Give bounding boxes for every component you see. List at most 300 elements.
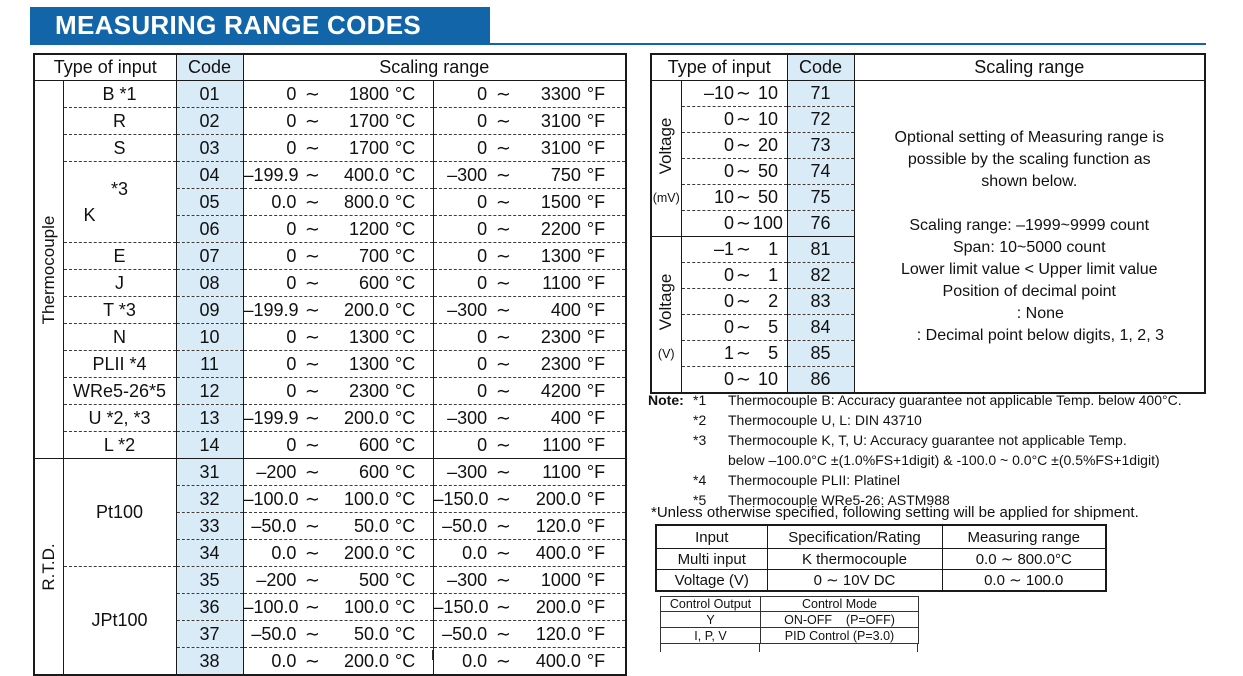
range-unit: °F bbox=[586, 110, 606, 131]
shipment-setting-table bbox=[655, 524, 1107, 592]
fahrenheit-range-cell bbox=[433, 378, 626, 405]
scaling-note-line: shown below. bbox=[981, 172, 1078, 190]
range-low: –199.9 bbox=[243, 407, 299, 428]
control-output-table bbox=[660, 596, 919, 644]
note-marker: *3 bbox=[693, 432, 707, 448]
voltage-range-cell bbox=[681, 237, 787, 263]
range-high: 100 bbox=[752, 213, 783, 233]
celsius-range-cell bbox=[243, 216, 433, 243]
note-item bbox=[648, 430, 1243, 470]
range-value bbox=[682, 159, 787, 184]
range-unit: °F bbox=[586, 623, 606, 644]
input-type-cell bbox=[63, 297, 176, 324]
scaling-note-line bbox=[855, 193, 1205, 215]
range-high: 600 bbox=[358, 272, 389, 293]
col-header-type-of-input: Type of input bbox=[34, 54, 176, 81]
range-high: 4200 bbox=[540, 380, 581, 401]
fahrenheit-range-cell bbox=[433, 189, 626, 216]
tilde: ∼ bbox=[735, 369, 751, 389]
column-header: Control Output bbox=[661, 597, 761, 612]
type-label: J bbox=[115, 272, 124, 293]
note-text: Thermocouple K, T, U: Accuracy guarantee not applicable Temp. bbox=[728, 432, 1127, 448]
range-value bbox=[244, 243, 433, 269]
fahrenheit-range-cell bbox=[433, 621, 626, 648]
range-value bbox=[244, 621, 433, 647]
range-low: 0 bbox=[286, 272, 297, 293]
code-cell: 13 bbox=[176, 405, 243, 432]
code-cell: 38 bbox=[176, 648, 243, 676]
tilde: ∼ bbox=[304, 407, 321, 428]
tilde: ∼ bbox=[495, 83, 511, 104]
code-cell: 34 bbox=[176, 540, 243, 567]
table-edge-stub bbox=[660, 643, 661, 652]
code-cell: 03 bbox=[176, 135, 243, 162]
range-unit: °C bbox=[395, 407, 416, 428]
tilde: ∼ bbox=[495, 434, 511, 455]
range-high: 50 bbox=[758, 187, 779, 207]
tilde: ∼ bbox=[495, 623, 511, 644]
tilde: ∼ bbox=[735, 109, 751, 129]
note-text: Thermocouple U, L: DIN 43710 bbox=[728, 412, 922, 428]
range-unit: °F bbox=[586, 353, 606, 374]
range-low: –100.0 bbox=[243, 488, 299, 509]
note-text: Thermocouple WRe5-26: ASTM988 bbox=[728, 492, 950, 508]
type-label: WRe5-26*5 bbox=[72, 380, 167, 401]
fahrenheit-range-cell bbox=[433, 567, 626, 594]
range-value bbox=[244, 135, 433, 161]
note-text: Thermocouple PLII: Platinel bbox=[728, 472, 900, 488]
celsius-range-cell bbox=[243, 648, 433, 676]
table-cell: Y bbox=[661, 612, 761, 628]
range-high: 200.0 bbox=[535, 488, 581, 509]
header-row bbox=[34, 54, 626, 81]
range-low: 0 bbox=[286, 434, 297, 455]
code-cell: 08 bbox=[176, 270, 243, 297]
input-type-cell bbox=[63, 108, 176, 135]
measuring-range-table-right bbox=[650, 53, 1206, 394]
input-type-cell bbox=[63, 243, 176, 270]
notes-items bbox=[648, 390, 1243, 510]
range-unit: °C bbox=[395, 515, 416, 536]
range-row bbox=[34, 243, 626, 270]
range-low: –1 bbox=[713, 239, 734, 259]
range-low: 0 bbox=[477, 326, 488, 347]
range-unit: °F bbox=[586, 272, 606, 293]
range-low: 0 bbox=[286, 380, 297, 401]
range-low: 0 bbox=[723, 317, 734, 337]
tilde: ∼ bbox=[304, 137, 321, 158]
range-row bbox=[34, 351, 626, 378]
column-header: Measuring range bbox=[942, 525, 1106, 549]
voltage-range-row bbox=[651, 81, 1205, 107]
code-cell: 72 bbox=[787, 107, 854, 133]
table-cell: PID Control (P=3.0) bbox=[761, 628, 919, 644]
tilde: ∼ bbox=[735, 161, 751, 181]
fahrenheit-range-cell bbox=[433, 648, 626, 676]
code-cell: 75 bbox=[787, 185, 854, 211]
range-value bbox=[434, 351, 626, 377]
range-unit: °F bbox=[586, 650, 606, 671]
scaling-note-cell bbox=[854, 81, 1205, 394]
range-unit: °C bbox=[395, 434, 416, 455]
range-high: 1500 bbox=[540, 191, 581, 212]
type-label: B *1 bbox=[102, 83, 137, 104]
range-low: –200 bbox=[256, 569, 297, 590]
page-title-bar bbox=[30, 7, 490, 44]
tilde: ∼ bbox=[495, 461, 511, 482]
fahrenheit-range-cell bbox=[433, 351, 626, 378]
range-low: 0 bbox=[477, 434, 488, 455]
range-row bbox=[34, 378, 626, 405]
input-type-cell bbox=[63, 270, 176, 297]
range-high: 50 bbox=[758, 161, 779, 181]
range-unit: °C bbox=[395, 164, 416, 185]
range-value bbox=[682, 315, 787, 340]
range-value bbox=[434, 324, 626, 350]
range-unit: °F bbox=[586, 137, 606, 158]
note-text: Thermocouple B: Accuracy guarantee not applicable Temp. below 400°C. bbox=[728, 392, 1182, 408]
celsius-range-cell bbox=[243, 351, 433, 378]
scaling-note-line: Optional setting of Measuring range is bbox=[894, 128, 1164, 146]
fahrenheit-range-cell bbox=[433, 81, 626, 108]
tilde: ∼ bbox=[304, 326, 321, 347]
range-low: 0 bbox=[477, 83, 488, 104]
range-low: 1 bbox=[723, 343, 734, 363]
title-underline bbox=[30, 43, 1206, 45]
range-low: –10 bbox=[703, 83, 734, 103]
voltage-range-cell bbox=[681, 211, 787, 237]
input-group-label: Voltage bbox=[656, 273, 676, 331]
table-edge-stub bbox=[432, 650, 433, 660]
range-low: 0 bbox=[477, 218, 488, 239]
celsius-range-cell bbox=[243, 378, 433, 405]
code-cell: 12 bbox=[176, 378, 243, 405]
range-unit: °C bbox=[395, 218, 416, 239]
shipment-table bbox=[655, 524, 1107, 592]
table-row bbox=[661, 628, 919, 644]
range-low: –150.0 bbox=[433, 488, 489, 509]
range-unit: °F bbox=[586, 434, 606, 455]
range-unit: °C bbox=[395, 569, 416, 590]
range-low: 0 bbox=[286, 326, 297, 347]
code-cell: 05 bbox=[176, 189, 243, 216]
range-high: 10 bbox=[758, 83, 779, 103]
tilde: ∼ bbox=[495, 218, 511, 239]
range-value bbox=[244, 459, 433, 485]
range-high: 200.0 bbox=[343, 407, 389, 428]
range-high: 400 bbox=[550, 299, 581, 320]
range-low: –300 bbox=[447, 569, 488, 590]
celsius-range-cell bbox=[243, 540, 433, 567]
range-value bbox=[244, 486, 433, 512]
type-label: K bbox=[83, 205, 96, 225]
range-value bbox=[434, 486, 626, 512]
type-label: JPt100 bbox=[91, 610, 148, 630]
fahrenheit-range-cell bbox=[433, 216, 626, 243]
range-row bbox=[34, 81, 626, 108]
celsius-range-cell bbox=[243, 405, 433, 432]
range-low: –100.0 bbox=[243, 596, 299, 617]
col-header-scaling-range: Scaling range bbox=[243, 54, 626, 81]
tilde: ∼ bbox=[735, 317, 751, 337]
range-value bbox=[244, 216, 433, 242]
range-value bbox=[434, 648, 626, 674]
range-value bbox=[682, 367, 787, 392]
celsius-range-cell bbox=[243, 567, 433, 594]
range-high: 1300 bbox=[540, 245, 581, 266]
tilde: ∼ bbox=[495, 326, 511, 347]
range-row bbox=[34, 432, 626, 459]
range-high: 1700 bbox=[348, 137, 389, 158]
tilde: ∼ bbox=[735, 135, 751, 155]
celsius-range-cell bbox=[243, 621, 433, 648]
col-header-scaling-range: Scaling range bbox=[854, 54, 1205, 81]
tilde: ∼ bbox=[304, 623, 321, 644]
range-low: 0 bbox=[723, 265, 734, 285]
range-row bbox=[34, 270, 626, 297]
range-high: 2300 bbox=[540, 353, 581, 374]
input-type-cell bbox=[63, 432, 176, 459]
range-high: 1 bbox=[768, 239, 779, 259]
code-cell: 14 bbox=[176, 432, 243, 459]
input-type-cell bbox=[63, 378, 176, 405]
voltage-range-cell bbox=[681, 185, 787, 211]
range-value bbox=[244, 432, 433, 458]
range-value bbox=[434, 513, 626, 539]
shipment-intro-text: *Unless otherwise specified, following setting will be applied for shipment. bbox=[651, 504, 1139, 521]
range-value bbox=[434, 189, 626, 215]
range-unit: °C bbox=[395, 110, 416, 131]
range-high: 2200 bbox=[540, 218, 581, 239]
voltage-range-cell bbox=[681, 81, 787, 107]
input-group-unit: (mV) bbox=[652, 191, 680, 205]
range-unit: °C bbox=[395, 353, 416, 374]
range-unit: °F bbox=[586, 542, 606, 563]
range-high: 5 bbox=[768, 317, 779, 337]
input-group-cell bbox=[651, 237, 681, 394]
type-label: R bbox=[113, 110, 126, 131]
range-value bbox=[244, 378, 433, 404]
celsius-range-cell bbox=[243, 297, 433, 324]
column-header: Input bbox=[656, 525, 767, 549]
code-cell: 83 bbox=[787, 289, 854, 315]
range-unit: °C bbox=[395, 596, 416, 617]
range-low: 0.0 bbox=[271, 542, 297, 563]
code-cell: 01 bbox=[176, 81, 243, 108]
range-value bbox=[244, 513, 433, 539]
tilde: ∼ bbox=[304, 461, 321, 482]
range-high: 1000 bbox=[540, 569, 581, 590]
note-marker: *5 bbox=[693, 492, 707, 508]
scaling-note-line: Position of decimal point bbox=[942, 282, 1116, 300]
code-cell: 06 bbox=[176, 216, 243, 243]
tilde: ∼ bbox=[495, 137, 511, 158]
range-value bbox=[244, 189, 433, 215]
range-row bbox=[34, 162, 626, 189]
header-row bbox=[656, 525, 1106, 549]
range-unit: °F bbox=[586, 164, 606, 185]
range-high: 600 bbox=[358, 461, 389, 482]
header-row bbox=[661, 597, 919, 612]
range-high: 10 bbox=[758, 109, 779, 129]
input-group-cell bbox=[34, 81, 63, 459]
fahrenheit-range-cell bbox=[433, 432, 626, 459]
range-unit: °F bbox=[586, 488, 606, 509]
range-unit: °C bbox=[395, 245, 416, 266]
range-high: 400 bbox=[550, 407, 581, 428]
range-high: 100.0 bbox=[343, 596, 389, 617]
input-type-cell bbox=[63, 135, 176, 162]
range-value bbox=[682, 107, 787, 132]
range-low: 0.0 bbox=[271, 650, 297, 671]
type-label: S bbox=[113, 137, 126, 158]
voltage-range-cell bbox=[681, 315, 787, 341]
range-unit: °C bbox=[395, 623, 416, 644]
celsius-range-cell bbox=[243, 189, 433, 216]
range-high: 750 bbox=[550, 164, 581, 185]
tilde: ∼ bbox=[304, 164, 321, 185]
note-marker: *4 bbox=[693, 472, 707, 488]
range-unit: °F bbox=[586, 596, 606, 617]
fahrenheit-range-cell bbox=[433, 297, 626, 324]
range-high: 50.0 bbox=[353, 623, 389, 644]
code-cell: 85 bbox=[787, 341, 854, 367]
tilde: ∼ bbox=[304, 83, 321, 104]
tilde: ∼ bbox=[304, 110, 321, 131]
range-value bbox=[434, 621, 626, 647]
range-high: 200.0 bbox=[343, 542, 389, 563]
celsius-range-cell bbox=[243, 243, 433, 270]
type-label: U *2, *3 bbox=[88, 407, 151, 428]
celsius-range-cell bbox=[243, 135, 433, 162]
range-high: 3100 bbox=[540, 137, 581, 158]
range-high: 200.0 bbox=[343, 299, 389, 320]
range-value bbox=[434, 108, 626, 134]
table-cell: 0.0 ∼ 800.0°C bbox=[942, 549, 1106, 570]
table-cell: 0.0 ∼ 100.0 bbox=[942, 570, 1106, 592]
scaling-note-line: : None bbox=[994, 304, 1064, 322]
input-type-cell bbox=[63, 351, 176, 378]
range-row bbox=[34, 405, 626, 432]
tilde: ∼ bbox=[304, 569, 321, 590]
tilde: ∼ bbox=[304, 272, 321, 293]
range-unit: °C bbox=[395, 137, 416, 158]
notes-label: Note: bbox=[648, 392, 684, 408]
range-low: –300 bbox=[447, 461, 488, 482]
range-high: 5 bbox=[768, 343, 779, 363]
range-high: 400.0 bbox=[535, 542, 581, 563]
type-label: T *3 bbox=[103, 299, 136, 320]
input-type-cell bbox=[63, 324, 176, 351]
range-value bbox=[682, 211, 787, 236]
input-type-cell bbox=[63, 567, 176, 676]
range-value bbox=[244, 162, 433, 188]
input-group-unit: (V) bbox=[657, 347, 675, 361]
celsius-range-cell bbox=[243, 162, 433, 189]
type-label: L *2 bbox=[103, 434, 136, 455]
range-unit: °F bbox=[586, 407, 606, 428]
table-row bbox=[661, 612, 919, 628]
voltage-range-cell bbox=[681, 107, 787, 133]
tilde: ∼ bbox=[495, 407, 511, 428]
range-low: 0 bbox=[477, 245, 488, 266]
tilde: ∼ bbox=[495, 542, 511, 563]
range-high: 500 bbox=[358, 569, 389, 590]
fahrenheit-range-cell bbox=[433, 405, 626, 432]
note-marker: *2 bbox=[693, 412, 707, 428]
fahrenheit-range-cell bbox=[433, 135, 626, 162]
voltage-range-cell bbox=[681, 289, 787, 315]
range-value bbox=[434, 540, 626, 566]
note-item bbox=[648, 390, 1243, 410]
range-value bbox=[434, 135, 626, 161]
note-marker: *1 bbox=[693, 392, 707, 408]
fahrenheit-range-cell bbox=[433, 243, 626, 270]
range-value bbox=[434, 81, 626, 107]
range-row bbox=[34, 459, 626, 486]
range-value bbox=[244, 405, 433, 431]
range-value bbox=[682, 237, 787, 262]
range-high: 20 bbox=[758, 135, 779, 155]
range-unit: °C bbox=[395, 380, 416, 401]
range-value bbox=[244, 297, 433, 323]
range-high: 1200 bbox=[348, 218, 389, 239]
range-low: –50.0 bbox=[251, 623, 297, 644]
tilde: ∼ bbox=[304, 488, 321, 509]
type-label: E bbox=[113, 245, 126, 266]
code-cell: 02 bbox=[176, 108, 243, 135]
range-high: 3100 bbox=[540, 110, 581, 131]
celsius-range-cell bbox=[243, 270, 433, 297]
range-low: 0.0 bbox=[462, 650, 488, 671]
fahrenheit-range-cell bbox=[433, 486, 626, 513]
input-type-cell bbox=[63, 162, 176, 243]
range-high: 3300 bbox=[540, 83, 581, 104]
celsius-range-cell bbox=[243, 108, 433, 135]
tilde: ∼ bbox=[495, 380, 511, 401]
range-low: 0.0 bbox=[462, 542, 488, 563]
code-cell: 82 bbox=[787, 263, 854, 289]
column-header: Control Mode bbox=[761, 597, 919, 612]
range-high: 200.0 bbox=[343, 650, 389, 671]
range-high: 1100 bbox=[542, 272, 581, 293]
range-unit: °C bbox=[395, 326, 416, 347]
tilde: ∼ bbox=[495, 299, 511, 320]
fahrenheit-range-cell bbox=[433, 594, 626, 621]
input-group-label: R.T.D. bbox=[38, 542, 58, 591]
range-value bbox=[682, 81, 787, 106]
measuring-range-table-left bbox=[33, 53, 627, 676]
range-high: 50.0 bbox=[353, 515, 389, 536]
voltage-range-cell bbox=[681, 133, 787, 159]
range-high: 1800 bbox=[348, 83, 389, 104]
celsius-range-cell bbox=[243, 324, 433, 351]
notes-section bbox=[648, 390, 1243, 510]
code-cell: 35 bbox=[176, 567, 243, 594]
type-note: *3 bbox=[110, 179, 128, 199]
range-row bbox=[34, 297, 626, 324]
code-cell: 36 bbox=[176, 594, 243, 621]
fahrenheit-range-cell bbox=[433, 540, 626, 567]
tilde: ∼ bbox=[495, 191, 511, 212]
input-group-cell bbox=[34, 459, 63, 676]
tilde: ∼ bbox=[304, 380, 321, 401]
code-cell: 84 bbox=[787, 315, 854, 341]
range-value bbox=[244, 81, 433, 107]
scaling-note-line: : Decimal point below digits, 1, 2, 3 bbox=[894, 326, 1164, 344]
range-unit: °F bbox=[586, 326, 606, 347]
range-low: 0 bbox=[286, 110, 297, 131]
